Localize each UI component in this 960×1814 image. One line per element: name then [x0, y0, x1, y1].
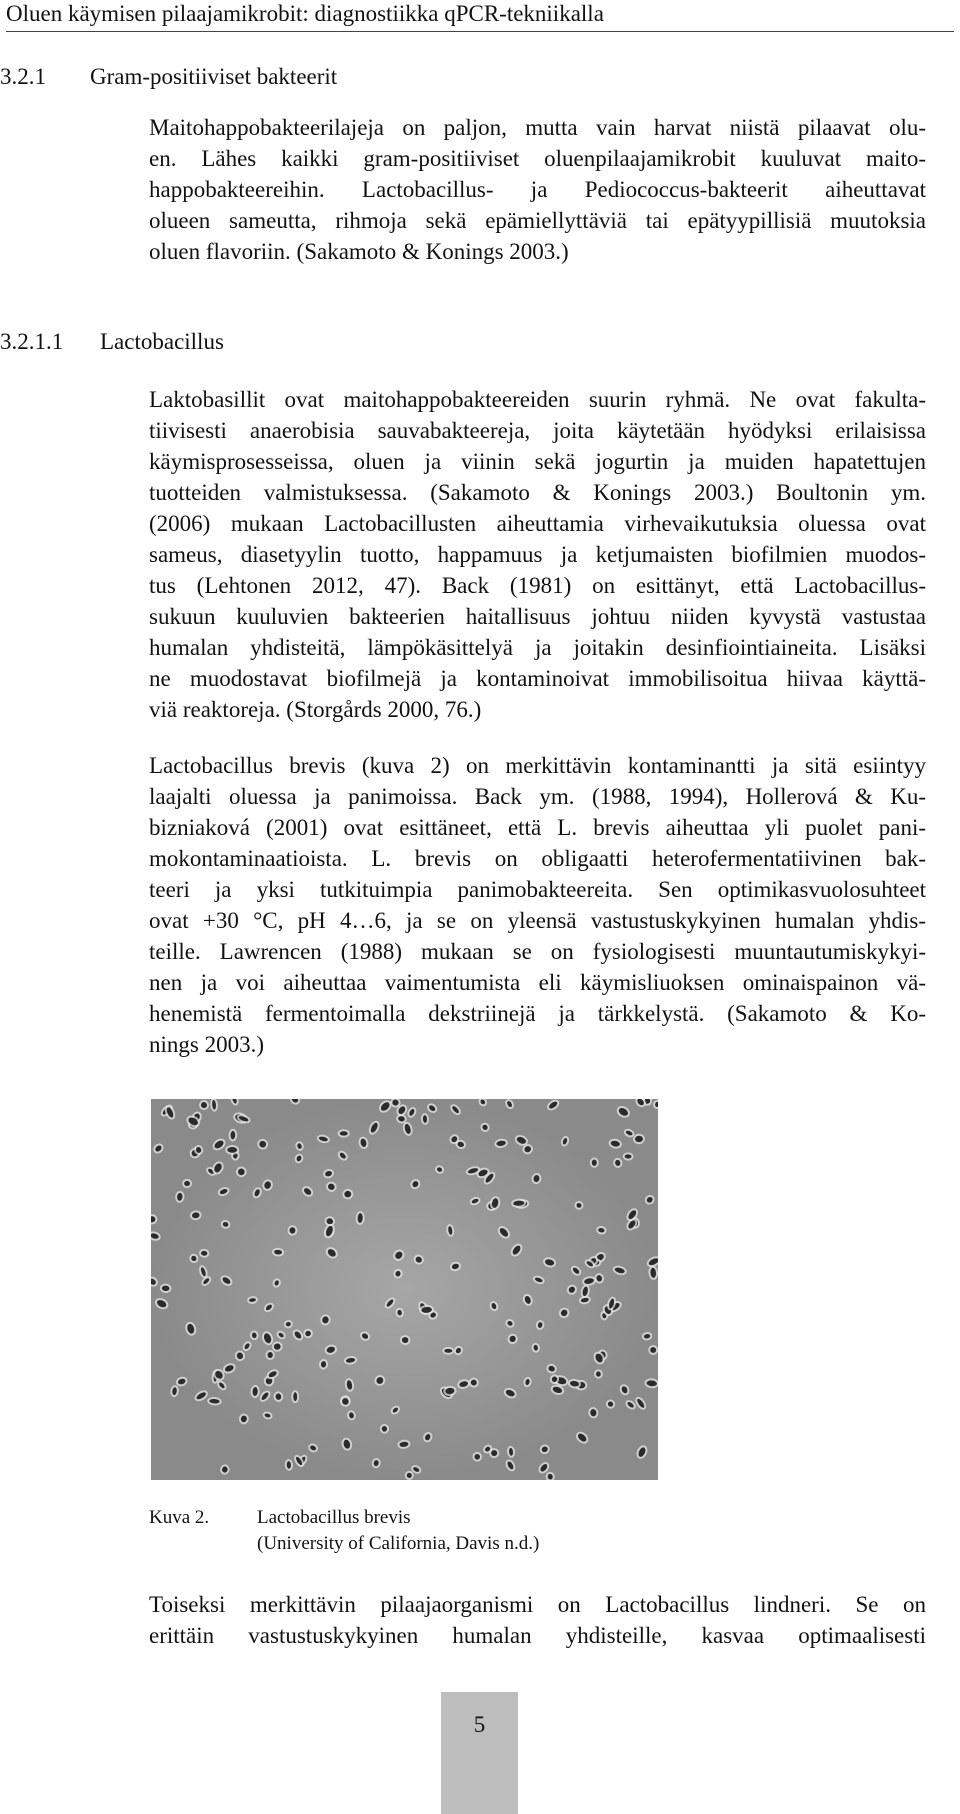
text-line: nings 2003.) [149, 1032, 264, 1057]
section-heading [0, 63, 337, 91]
subsection-title: Lactobacillus [100, 329, 224, 354]
subsection-number: 3.2.1.1 [0, 329, 64, 354]
page-number-box [441, 1692, 518, 1814]
text-line: ne muodostavat biofilmejä ja kontaminoivat immobilisoitua hiivaa käyttä- [149, 666, 926, 691]
bacterium-cell [444, 1349, 452, 1353]
text-line: tuotteiden valmistuksessa. (Sakamoto & Konings 2003.) Boultonin ym. [149, 480, 926, 505]
micrograph-cells [151, 1099, 658, 1480]
text-line: sameus, diasetyylin tuotto, happamuus ja ketjumaisten biofilmien muodos- [149, 542, 926, 567]
text-line: oluen flavoriin. (Sakamoto & Konings 2003.) [149, 239, 569, 264]
figure-caption-title: Lactobacillus brevis [257, 1507, 411, 1528]
text-line: Lactobacillus brevis (kuva 2) on merkittävin kontaminantti ja sitä esiintyy [149, 753, 926, 778]
text-line: Laktobasillit ovat maitohappobakteereiden suurin ryhmä. Ne ovat fakulta- [149, 387, 926, 412]
text-line: ovat +30 °C, pH 4…6, ja se on yleensä vastustuskykyinen humalan yhdis- [149, 908, 926, 933]
text-line: bizniaková (2001) ovat esittäneet, että L. brevis aiheuttaa yli puolet pani- [149, 815, 926, 840]
text-line: sukuun kuuluvien bakteerien haitallisuus johtuu niiden kyvystä vastustaa [149, 604, 926, 629]
text-line: mokontaminaatioista. L. brevis on obligaatti heterofermentatiivinen bak- [149, 846, 926, 871]
text-line: olueen sameutta, rihmoja sekä epämiellyttäviä tai epätyypillisiä muutoksia [149, 208, 926, 233]
paragraph-brevis [149, 750, 926, 1060]
text-line: humalan yhdisteitä, lämpökäsittelyä ja joitakin desinfiointiaineita. Lisäksi [149, 635, 926, 660]
micrograph-image [151, 1099, 658, 1480]
text-line: (2006) mukaan Lactobacillusten aiheuttamia virhevaikutuksia oluessa ovat [149, 511, 926, 536]
page-number: 5 [473, 1712, 486, 1737]
text-line: happobakteereihin. Lactobacillus- ja Pediococcus-bakteerit aiheuttavat [149, 177, 926, 202]
text-line: Maitohappobakteerilajeja on paljon, mutta vain harvat niistä pilaavat olu- [149, 115, 926, 140]
section-number: 3.2.1 [0, 64, 46, 89]
text-line: erittäin vastustuskykyinen humalan yhdisteille, kasvaa optimaalisesti [149, 1623, 926, 1648]
paragraph-intro [149, 112, 926, 267]
text-line: tiivisesti anaerobisia sauvabakteereja, joita käytetään hyödyksi erilaisissa [149, 418, 926, 443]
text-line: henemistä fermentoimalla dekstriinejä ja tärkkelystä. (Sakamoto & Ko- [149, 1001, 926, 1026]
text-line: käymisprosesseissa, oluen ja viinin sekä jogurtin ja muiden hapatettujen [149, 449, 926, 474]
figure-caption-source: (University of California, Davis n.d.) [257, 1533, 540, 1554]
paragraph-lindneri [149, 1589, 926, 1651]
text-line: tus (Lehtonen 2012, 47). Back (1981) on esittänyt, että Lactobacillus- [149, 573, 926, 598]
text-line: en. Lähes kaikki gram-positiiviset oluenpilaajamikrobit kuuluvat maito- [149, 146, 926, 171]
text-line: teille. Lawrencen (1988) mukaan se on fysiologisesti muuntautumiskykyi- [149, 939, 926, 964]
running-header: Oluen käymisen pilaajamikrobit: diagnostiikka qPCR-tekniikalla [6, 0, 954, 32]
paragraph-lactobacillus [149, 384, 926, 725]
text-line: laajalti oluessa ja panimoissa. Back ym. (1988, 1994), Hollerová & Ku- [149, 784, 926, 809]
figure-label: Kuva 2. [149, 1507, 210, 1528]
text-line: teeri ja yksi tutkituimpia panimobakteereita. Sen optimikasvuolosuhteet [149, 877, 926, 902]
text-line: viä reaktoreja. (Storgårds 2000, 76.) [149, 697, 482, 722]
text-line: Toiseksi merkittävin pilaajaorganismi on Lactobacillus lindneri. Se on [149, 1592, 926, 1617]
section-title: Gram-positiiviset bakteerit [90, 64, 338, 89]
subsection-heading [0, 328, 224, 356]
text-line: nen ja voi aiheuttaa vaimentumista eli käymisliuoksen ominaispainon vä- [149, 970, 926, 995]
